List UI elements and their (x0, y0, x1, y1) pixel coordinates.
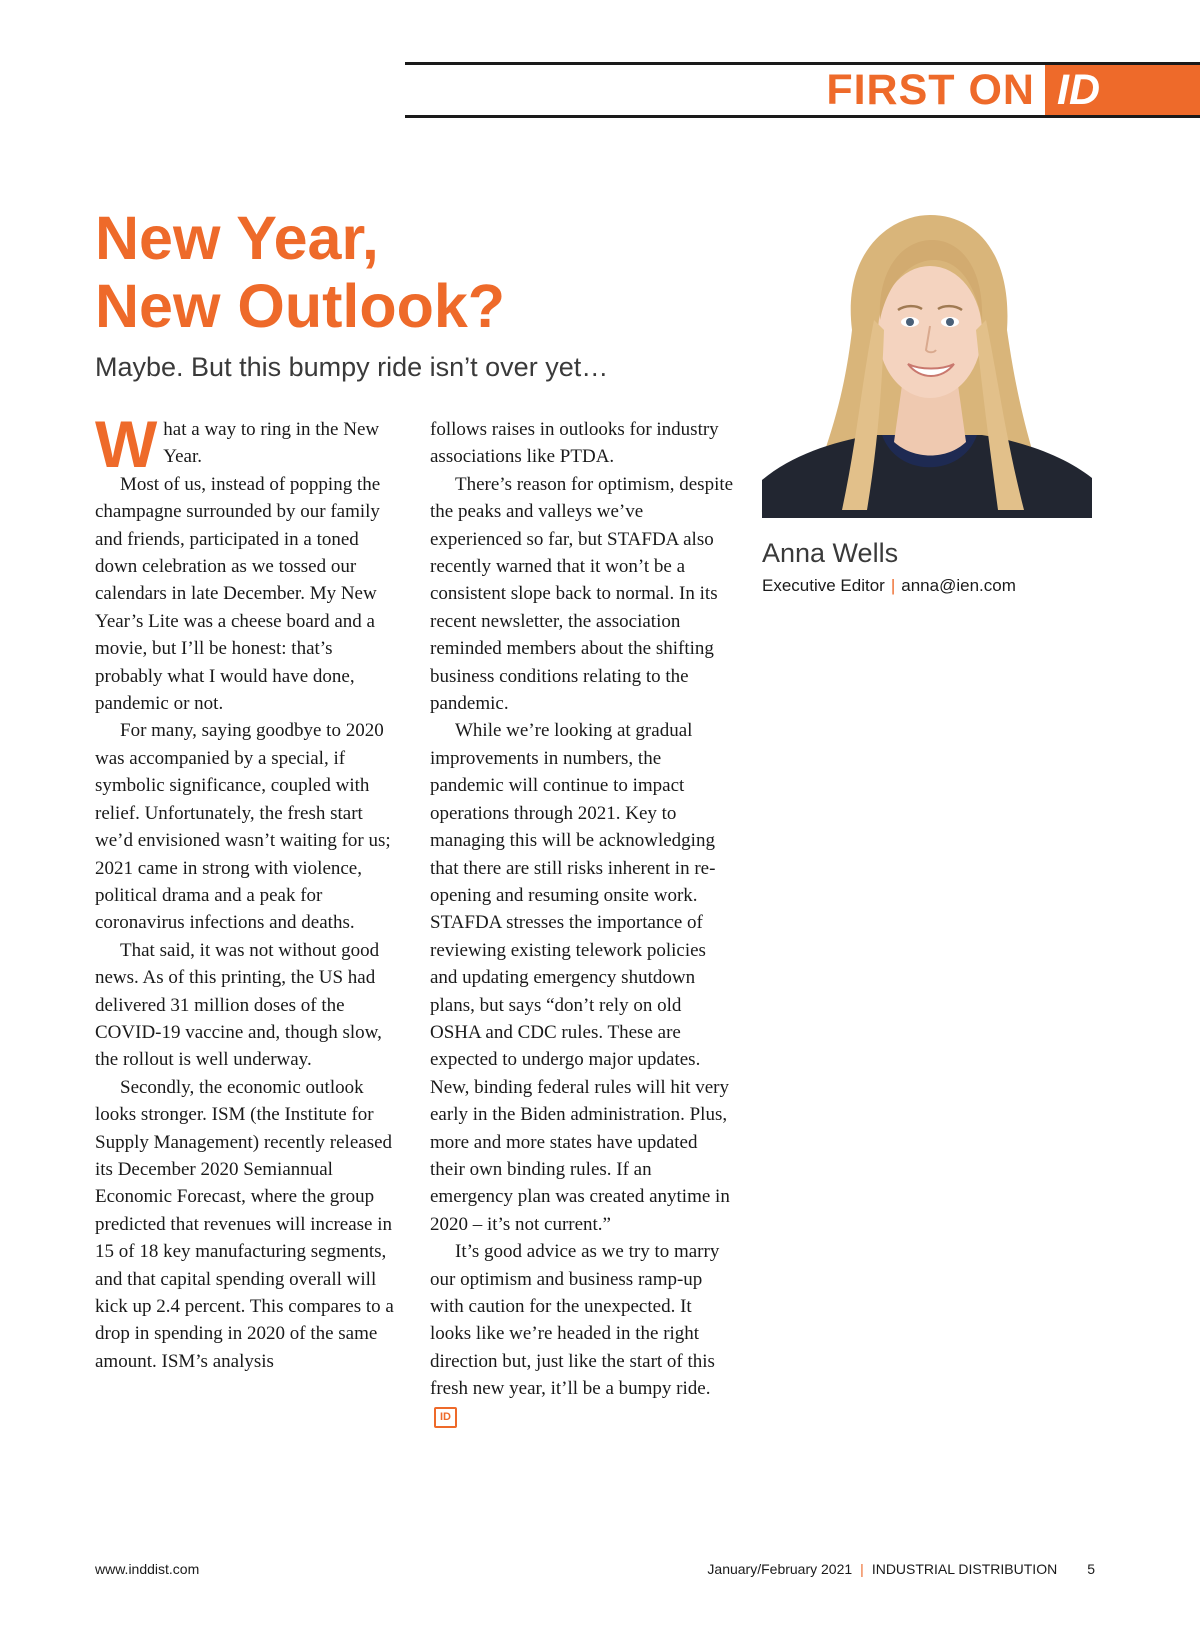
article-paragraph: There’s reason for optimism, despite the peaks and valleys we’ve experienced so far, but STAFDA also recently warned that it won’t be a consistent slope back to normal. In its recent newsletter, the association reminded members about the shifting business conditions relating to the pandemic. (430, 473, 734, 715)
article-paragraph: While we’re looking at gradual improvements in numbers, the pandemic will continue to impact operations through 2021. Key to managing this will be acknowledging that there are still risks inherent in re-opening and resuming onsite work. STAFDA stresses the importance of reviewing existing telework policies and updating emergency shutdown plans, but says “don’t rely on old OSHA and CDC rules. These are expected to undergo major updates. New, binding federal rules will hit very early in the Biden administration. Plus, more and more states have updated their own binding rules. If an emergency plan was created anytime in 2020 – it’s not current.” (430, 720, 730, 1235)
author-photo (762, 210, 1092, 518)
section-badge: ID (1045, 65, 1200, 115)
author-byline (762, 576, 1016, 596)
author-separator: | (890, 576, 896, 595)
footer-website[interactable]: www.inddist.com (95, 1561, 200, 1577)
article-paragraph (430, 1238, 735, 1430)
section-label-text: FIRST ON (826, 66, 1035, 114)
header-rule-bottom (405, 115, 1200, 118)
article-column-2 (430, 416, 735, 1430)
drop-cap: W (95, 407, 158, 481)
footer-publication: INDUSTRIAL DISTRIBUTION (871, 1561, 1058, 1577)
article-paragraph: Most of us, instead of popping the champagne surrounded by our family and friends, participated in a toned down celebration as we tossed our calendars in late December. My New Year’s Lite was a cheese board and a movie, but I’ll be honest: that’s probably what I would have done, pandemic or not. (95, 473, 381, 715)
headline-line-1: New Year, (95, 204, 379, 272)
headline (95, 204, 505, 340)
footer-issue-info (707, 1561, 1095, 1577)
author-name: Anna Wells (762, 538, 899, 568)
article-paragraph: That said, it was not without good news. As of this printing, the US had delivered 31 million doses of the COVID-19 vaccine and, though slow, the rollout is well underway. (95, 939, 382, 1071)
author-email[interactable]: anna@ien.com (901, 576, 1016, 595)
subhead: Maybe. But this bumpy ride isn’t over yet… (95, 352, 609, 382)
article-paragraph (95, 407, 395, 481)
section-label (826, 65, 1200, 115)
article-paragraph: For many, saying goodbye to 2020 was accompanied by a special, if symbolic significance, coupled with relief. Unfortunately, the fresh start we’d envisioned wasn’t waiting for us; 2021 came in strong with violence, political drama and a peak for coronavirus infections and deaths. (95, 720, 391, 934)
article-column-1 (95, 407, 395, 1375)
article-paragraph: follows raises in outlooks for industry associations like PTDA. (430, 419, 719, 468)
article-paragraph-text: hat a way to ring in the New Year. (163, 419, 380, 468)
page-number: 5 (1087, 1561, 1095, 1577)
section-header (405, 62, 1200, 118)
headline-line-2: New Outlook? (95, 272, 506, 340)
article-paragraph: Secondly, the economic outlook looks stronger. ISM (the Institute for Supply Management) recently released its December 2020 Semiannual Economic Forecast, where the group predicted that revenues will increase in 15 of 18 key manufacturing segments, and that capital spending overall will kick up 2.4 percent. This compares to a drop in spending in 2020 of the same amount. ISM’s analysis (95, 1076, 394, 1372)
article-paragraph-text: It’s good advice as we try to marry our optimism and business ramp-up with caution for the unexpected. It looks like we’re headed in the right direction but, just like the start of this fresh new year, it’ll be a bumpy ride. (430, 1241, 720, 1400)
end-mark-icon: ID (434, 1407, 457, 1428)
author-title: Executive Editor (762, 576, 885, 595)
footer-separator: | (860, 1561, 864, 1577)
author-photo-illustration (762, 210, 1092, 518)
footer-issue-date: January/February 2021 (707, 1561, 853, 1577)
